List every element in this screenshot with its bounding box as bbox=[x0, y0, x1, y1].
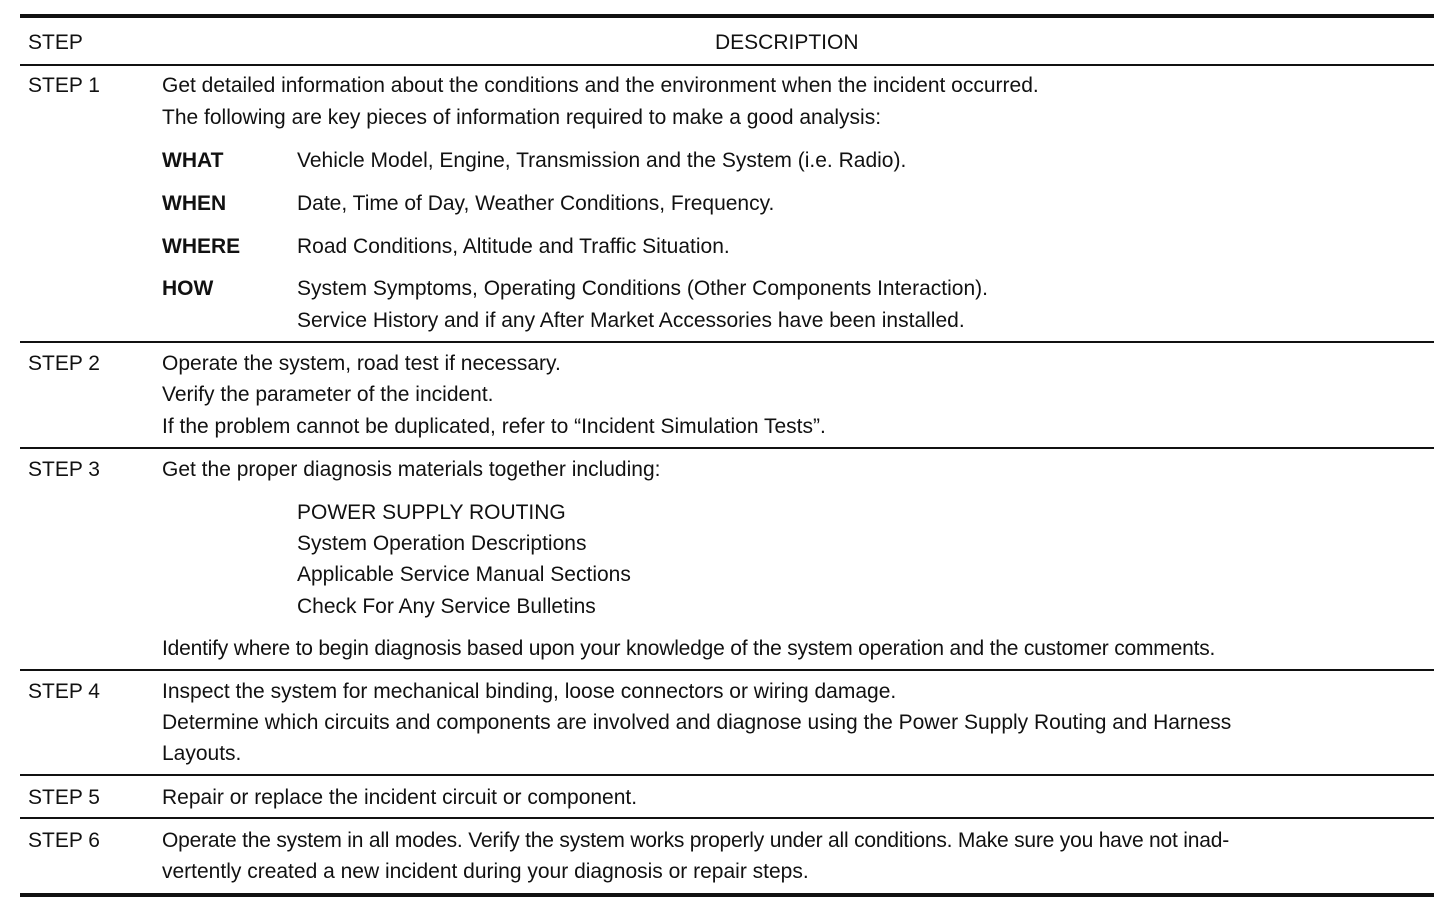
material-item: System Operation Descriptions bbox=[297, 532, 587, 555]
info-value: Service History and if any After Market Accessories have been installed. bbox=[297, 309, 965, 332]
row-divider bbox=[20, 774, 1434, 776]
top-rule bbox=[20, 14, 1434, 18]
material-item: Applicable Service Manual Sections bbox=[297, 563, 631, 586]
step-text: Operate the system, road test if necessary. bbox=[162, 352, 561, 375]
row-divider bbox=[20, 341, 1434, 343]
step-text: Layouts. bbox=[162, 742, 242, 765]
step-label: STEP 5 bbox=[28, 786, 100, 809]
info-value: Date, Time of Day, Weather Conditions, Frequency. bbox=[297, 192, 775, 215]
column-header-description: DESCRIPTION bbox=[715, 31, 859, 54]
step-text: vertently created a new incident during your diagnosis or repair steps. bbox=[162, 860, 809, 883]
step-text: Identify where to begin diagnosis based upon your knowledge of the system operation and the customer comments. bbox=[162, 637, 1216, 660]
step-text: Operate the system in all modes. Verify the system works properly under all conditions. Make sure you have not inad- bbox=[162, 829, 1229, 852]
step-label: STEP 6 bbox=[28, 829, 100, 852]
step-text: Get detailed information about the conditions and the environment when the incident occurred. bbox=[162, 74, 1039, 97]
row-divider bbox=[20, 447, 1434, 449]
step-text: The following are key pieces of information required to make a good analysis: bbox=[162, 106, 882, 129]
step-label: STEP 3 bbox=[28, 458, 100, 481]
step-text: Repair or replace the incident circuit or component. bbox=[162, 786, 638, 809]
step-label: STEP 2 bbox=[28, 352, 100, 375]
material-item: POWER SUPPLY ROUTING bbox=[297, 501, 566, 524]
step-text: If the problem cannot be duplicated, refer to “Incident Simulation Tests”. bbox=[162, 415, 826, 438]
procedure-table bbox=[20, 0, 1434, 914]
column-header-step: STEP bbox=[28, 31, 83, 54]
bottom-rule bbox=[20, 893, 1434, 897]
info-value: Vehicle Model, Engine, Transmission and the System (i.e. Radio). bbox=[297, 149, 907, 172]
step-text: Inspect the system for mechanical binding, loose connectors or wiring damage. bbox=[162, 680, 897, 703]
row-divider bbox=[20, 669, 1434, 671]
header-rule bbox=[20, 64, 1434, 66]
step-label: STEP 1 bbox=[28, 74, 100, 97]
info-key: HOW bbox=[162, 277, 214, 300]
step-text: Determine which circuits and components are involved and diagnose using the Power Supply Routing and Harness bbox=[162, 711, 1232, 734]
step-text: Verify the parameter of the incident. bbox=[162, 383, 494, 406]
info-key: WHEN bbox=[162, 192, 227, 215]
info-value: Road Conditions, Altitude and Traffic Situation. bbox=[297, 235, 730, 258]
info-key: WHAT bbox=[162, 149, 224, 172]
step-text: Get the proper diagnosis materials together including: bbox=[162, 458, 661, 481]
info-key: WHERE bbox=[162, 235, 241, 258]
row-divider bbox=[20, 817, 1434, 819]
step-label: STEP 4 bbox=[28, 680, 100, 703]
material-item: Check For Any Service Bulletins bbox=[297, 595, 596, 618]
info-value: System Symptoms, Operating Conditions (Other Components Interaction). bbox=[297, 277, 988, 300]
